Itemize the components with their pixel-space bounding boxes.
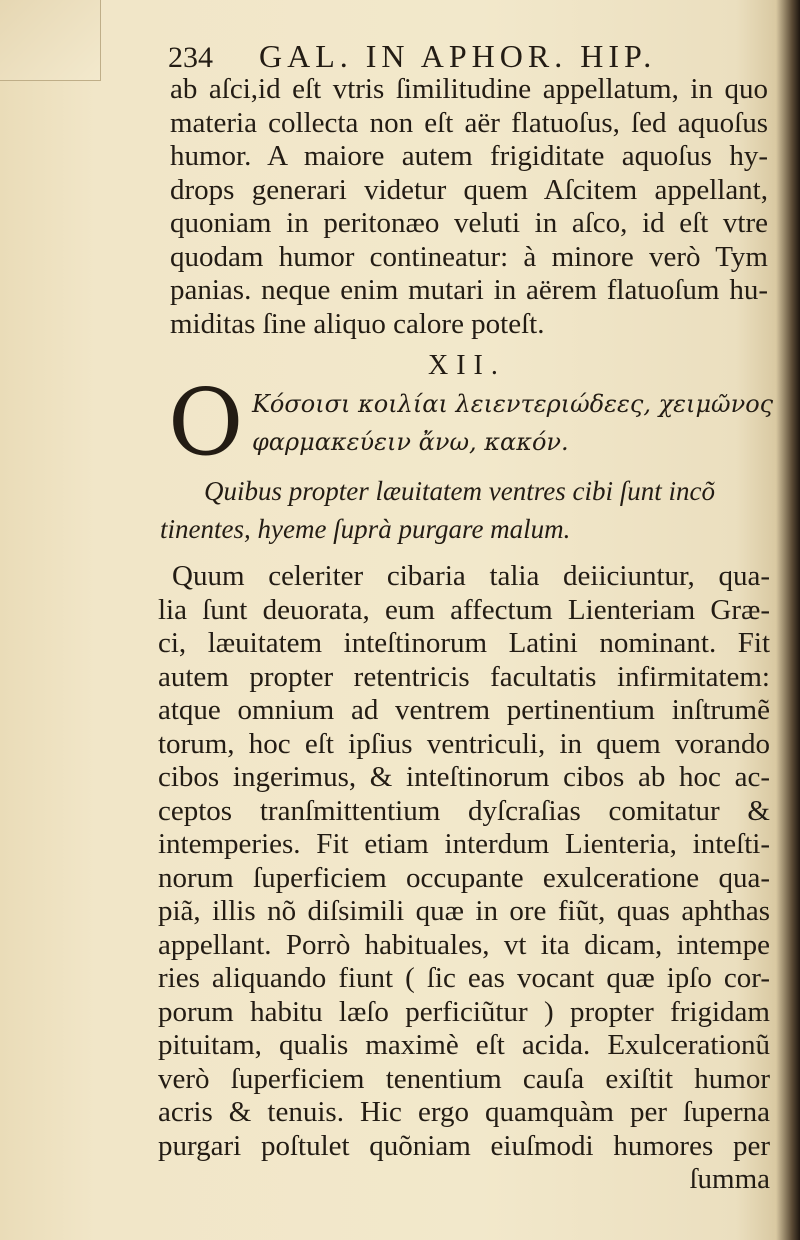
- page-number: 234: [168, 41, 213, 74]
- text-line: appellant. Porrò habituales, vt ita dicam, intempe: [158, 928, 770, 961]
- text-line: acris & tenuis. Hic ergo quamquàm per ſuperna: [158, 1096, 770, 1128]
- section-number: XII.: [428, 350, 506, 381]
- text-line: lia ſunt deuorata, eum affectum Lienteriam Græ-: [158, 593, 770, 626]
- text-line: purgari poſtulet quõniam eiuſmodi humores per: [158, 1129, 770, 1162]
- text-line: piã, illis nõ diſsimili quæ in ore fiũt, quas aphthas: [158, 895, 770, 927]
- text-line: norum ſuperficiem occupante exulceratione qua-: [158, 861, 770, 894]
- text-line: ceptos tranſmittentium dyſcraſias comitatur &: [158, 794, 770, 827]
- text-line: atque omnium ad ventrem pertinentium inſtrumẽ: [158, 694, 770, 726]
- catchword: ſumma: [689, 1163, 770, 1195]
- italic-line: tinentes, hyeme ſuprà purgare malum.: [160, 514, 571, 544]
- commentary-paragraph-2: [158, 560, 770, 1197]
- text-line: drops generari videtur quem Aſcitem appellant,: [170, 173, 768, 206]
- page-header: [168, 38, 728, 78]
- text-line: porum habitu læſo perficiũtur ) propter frigidam: [158, 995, 770, 1028]
- text-line: pituitam, qualis maximè eſt acida. Exulcerationũ: [158, 1029, 770, 1061]
- text-line: miditas ſine aliquo calore poteſt.: [170, 307, 545, 340]
- greek-line: φαρμακεύειν ἄνω, κακόν.: [252, 428, 569, 456]
- commentary-paragraph-1: [170, 73, 768, 341]
- text-line: panias. neque enim mutari in aërem flatuoſum hu-: [170, 274, 768, 306]
- text-line: autem propter retentricis facultatis infirmitatem:: [158, 660, 770, 693]
- greek-aphorism: [168, 369, 774, 476]
- drop-cap-initial: O: [168, 369, 244, 476]
- text-line: torum, hoc eſt ipſius ventriculi, in quem vorando: [158, 727, 770, 760]
- text-line: Quum celeriter cibaria talia deiiciuntur, qua-: [172, 560, 770, 592]
- text-line: verò ſuperficiem tenentium cauſa exiſtit humor: [158, 1062, 770, 1095]
- running-head: GAL. IN APHOR. HIP.: [259, 38, 657, 74]
- text-line: quodam humor contineatur: à minore verò Tym: [170, 240, 768, 273]
- greek-line: Κόσοισι κοιλίαι λειεντεριώδεες, χειμῶνος: [252, 390, 774, 418]
- latin-aphorism: [160, 472, 740, 548]
- italic-line: Quibus propter læuitatem ventres cibi ſunt incõ: [204, 476, 715, 506]
- text-line: materia collecta non eſt aër flatuoſus, ſed aquoſus: [170, 106, 768, 139]
- text-line: ab aſci,id eſt vtris ſimilitudine appellatum, in quo: [170, 73, 768, 105]
- folded-page-corner: [0, 0, 101, 81]
- text-line: humor. A maiore autem frigiditate aquoſus hy-: [170, 140, 768, 172]
- text-line: quoniam in peritonæo veluti in aſco, id eſt vtre: [170, 207, 768, 239]
- text-line: ries aliquando fiunt ( ſic eas vocant quæ ipſo cor-: [158, 962, 770, 994]
- text-line: ci, læuitatem inteſtinorum Latini nominant. Fit: [158, 627, 770, 659]
- text-line: cibos ingerimus, & inteſtinorum cibos ab hoc ac-: [158, 761, 770, 793]
- text-line: intemperies. Fit etiam interdum Lienteria, inteſti-: [158, 828, 770, 860]
